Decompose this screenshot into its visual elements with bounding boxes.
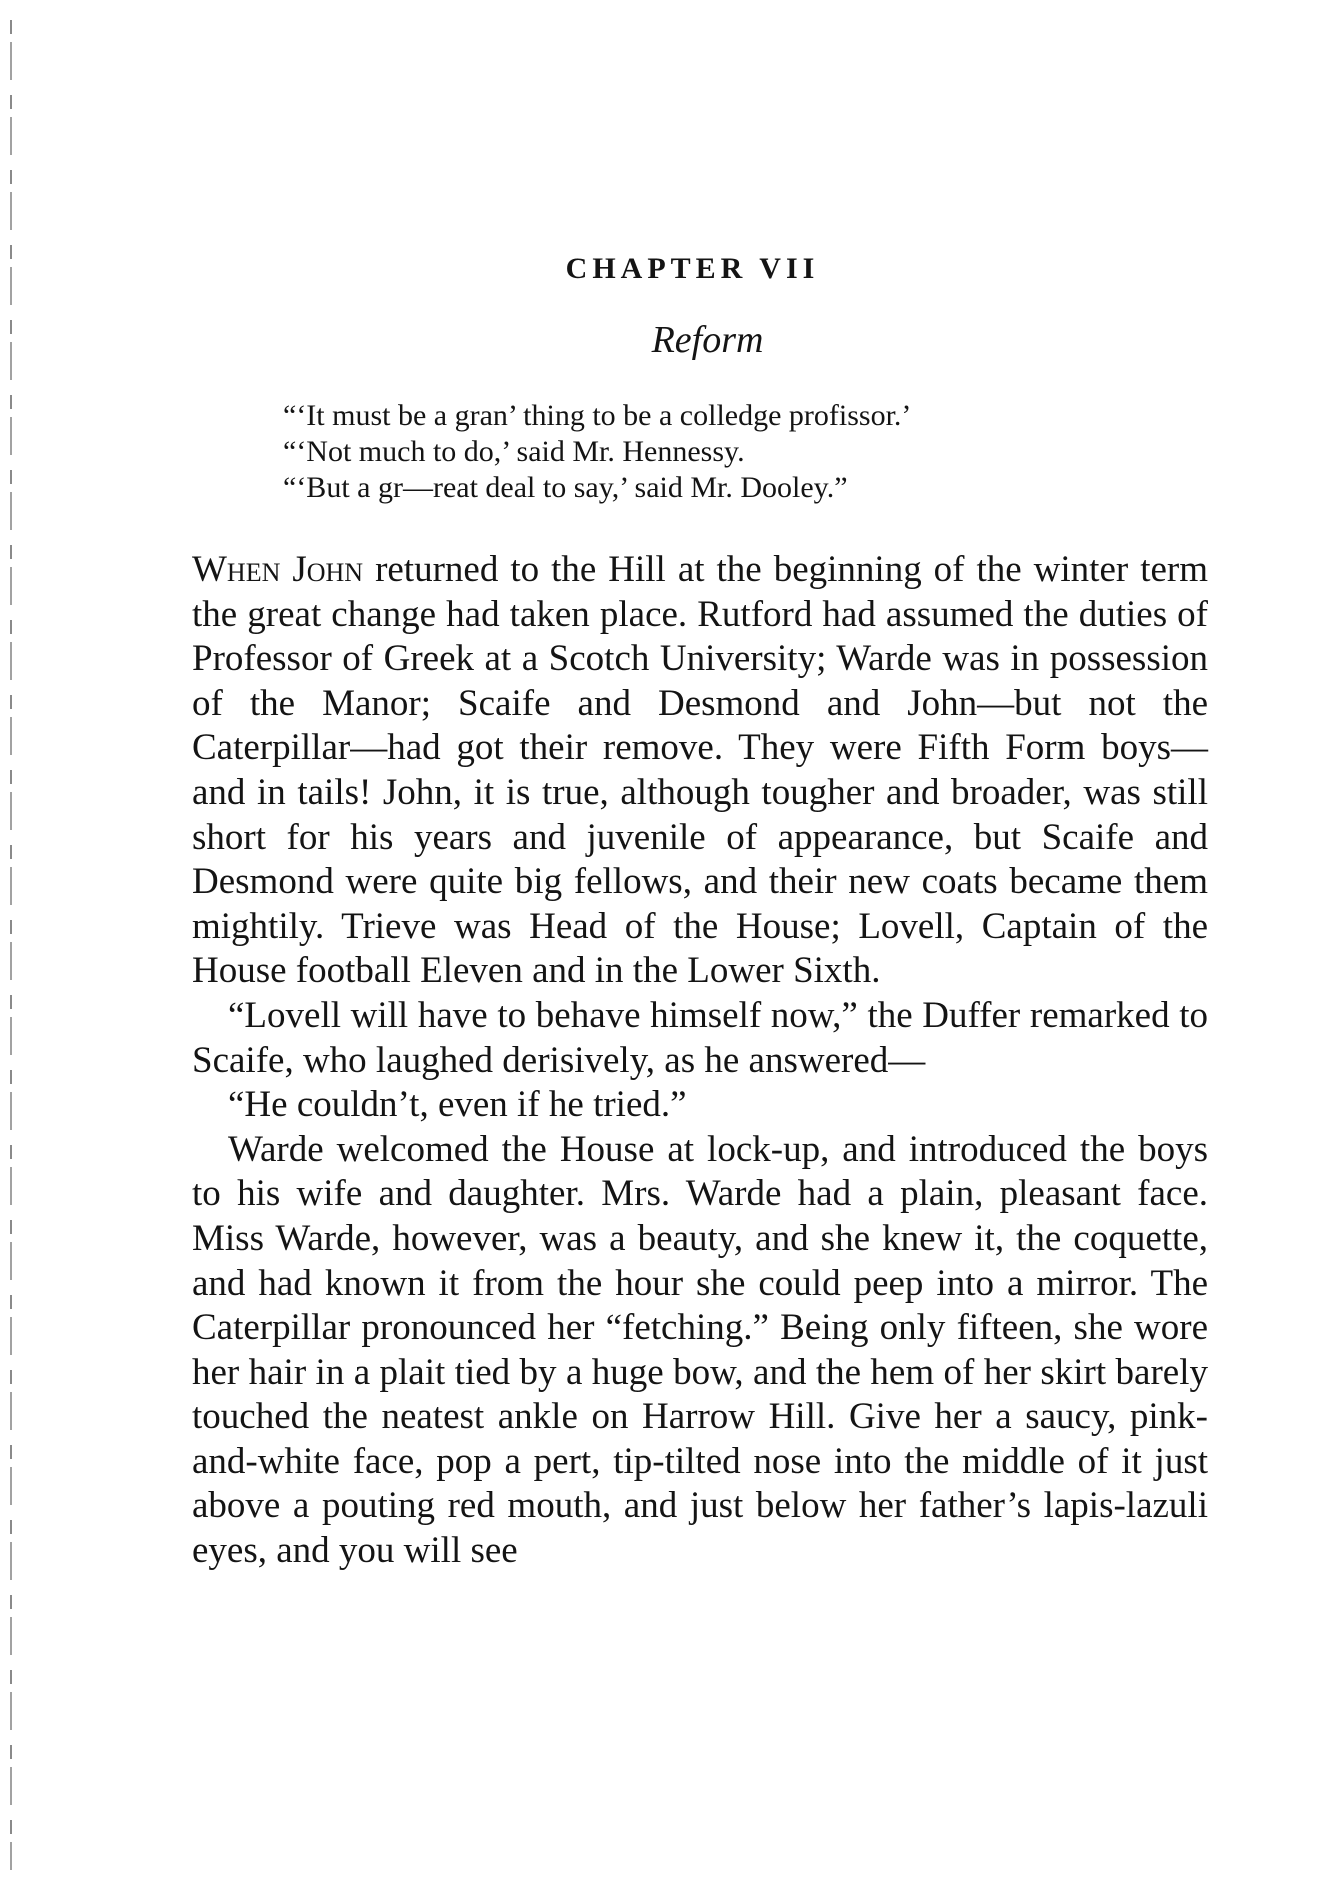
epigraph-line: “‘But a gr—reat deal to say,’ said Mr. Dooley.” <box>283 471 848 504</box>
epigraph-line: “‘Not much to do,’ said Mr. Hennessy. <box>283 435 745 468</box>
paragraph: “Lovell will have to behave himself now,” the Duffer remarked to Scaife, who laughed derisively, as he answered— <box>192 994 1208 1081</box>
epigraph <box>283 398 911 506</box>
scan-edge <box>10 20 12 1870</box>
epigraph-line: “‘It must be a gran’ thing to be a colledge profissor.’ <box>283 399 912 432</box>
paragraph <box>192 548 1208 994</box>
chapter-heading: CHAPTER VII <box>565 252 820 285</box>
paragraph: “He couldn’t, even if he tried.” <box>228 1084 687 1126</box>
opening-small-caps: When John <box>192 549 364 590</box>
chapter-title: Reform <box>651 319 764 361</box>
paragraph-text: returned to the Hill at the beginning of the winter term the great change had taken place. Rutford had assumed the duties of Professor of Greek at a Scotch University; Warde was in possession of the Manor; Scaife and Desmond and John—but not the Caterpillar—had got their remove. They were Fifth Form boys—and in tails! John, it is true, although tougher and broader, was still short for his years and juvenile of appearance, but Scaife and Desmond were quite big fellows, and their new coats became them mightily. Trieve was Head of the House; Lovell, Captain of the House football Eleven and in the Lower Sixth. <box>192 549 1208 992</box>
body-text <box>192 548 1208 1574</box>
paragraph: Warde welcomed the House at lock-up, and introduced the boys to his wife and daughter. Mrs. Warde had a plain, pleasant face. Miss Warde, however, was a beauty, and she knew it, the coquette, and had known it from the hour she could peep into a mirror. The Caterpillar pronounced her “fetching.” Being only fifteen, she wore her hair in a plait tied by a huge bow, and the hem of her skirt barely touched the neatest ankle on Harrow Hill. Give her a saucy, pink-and-white face, pop a pert, tip-tilted nose into the middle of it just above a pouting red mouth, and just below her father’s lapis-lazuli eyes, and you will see <box>192 1128 1208 1572</box>
